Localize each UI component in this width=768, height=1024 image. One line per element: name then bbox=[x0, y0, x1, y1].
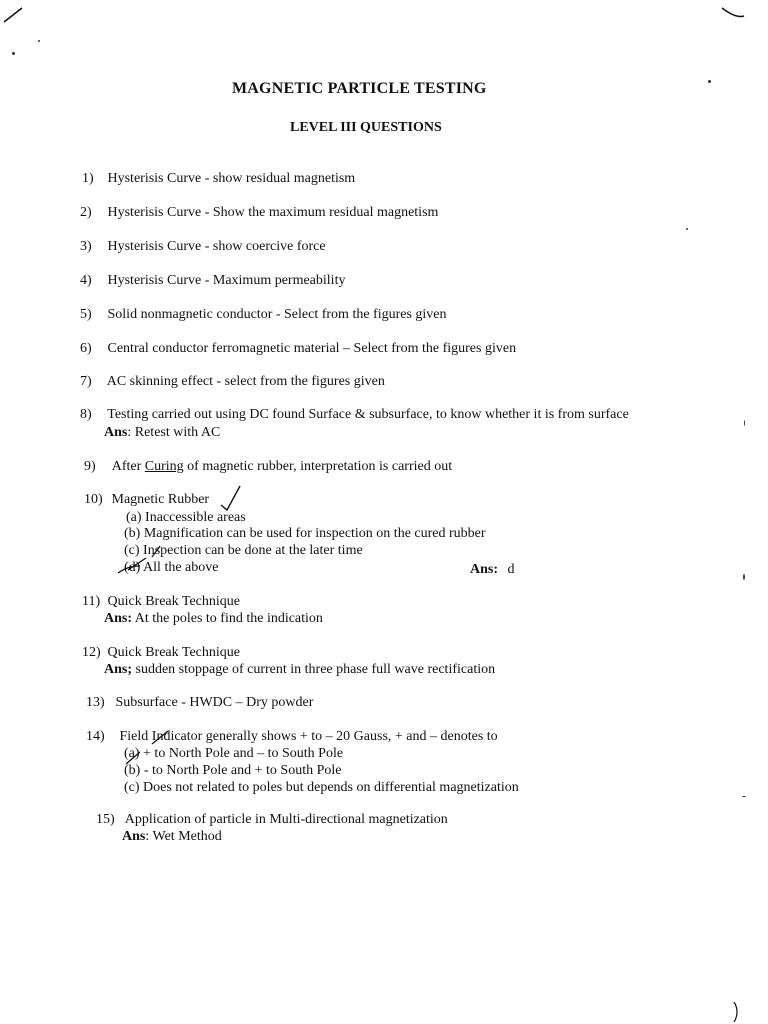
answer-label: Ans; bbox=[104, 662, 133, 677]
question-text: Testing carried out using DC found Surface & subsurface, to know whether it is from surface bbox=[107, 407, 629, 422]
scan-speck bbox=[686, 228, 688, 230]
question-number: 11) bbox=[82, 594, 101, 609]
question-number: 13) bbox=[86, 695, 105, 710]
answer-10 bbox=[470, 562, 515, 578]
question-number: 4) bbox=[80, 273, 92, 288]
option-c: (c) Does not related to poles but depends on differential magnetization bbox=[124, 780, 519, 795]
question-number: 2) bbox=[80, 205, 92, 220]
scan-speck bbox=[742, 796, 746, 797]
question-2 bbox=[80, 205, 438, 221]
question-15 bbox=[96, 812, 448, 828]
question-1 bbox=[82, 171, 355, 187]
question-number: 10) bbox=[84, 492, 103, 507]
question-text: Central conductor ferromagnetic material – Select from the figures given bbox=[107, 341, 517, 356]
question-text: Hysterisis Curve - Maximum permeability bbox=[107, 273, 346, 288]
question-6 bbox=[80, 341, 516, 357]
answer-label: Ans bbox=[122, 829, 146, 844]
question-4 bbox=[80, 273, 345, 289]
corner-pen-stroke-top-left bbox=[4, 8, 22, 22]
question-number: 3) bbox=[80, 239, 92, 254]
question-text: Quick Break Technique bbox=[107, 645, 240, 660]
answer-12 bbox=[104, 662, 495, 678]
answer-label: Ans bbox=[104, 425, 128, 440]
scan-speck bbox=[38, 40, 40, 42]
question-text-post: of magnetic rubber, interpretation is carried out bbox=[183, 459, 453, 474]
scan-speck bbox=[744, 420, 745, 426]
answer-text: At the poles to find the indication bbox=[132, 611, 323, 626]
option-a: (a) + to North Pole and – to South Pole bbox=[124, 746, 344, 761]
question-7 bbox=[80, 374, 385, 390]
question-number: 1) bbox=[82, 171, 94, 186]
answer-8 bbox=[104, 425, 220, 441]
scan-speck bbox=[12, 52, 15, 55]
answer-separator: : bbox=[127, 425, 132, 440]
answer-label: Ans: bbox=[104, 611, 133, 626]
question-text: Hysterisis Curve - show residual magnetism bbox=[107, 171, 356, 186]
page-title: MAGNETIC PARTICLE TESTING bbox=[232, 80, 487, 97]
question-number: 6) bbox=[80, 341, 92, 356]
scan-speck bbox=[743, 574, 745, 580]
question-14 bbox=[86, 729, 498, 745]
question-3 bbox=[80, 239, 326, 255]
question-text: Hysterisis Curve - Show the maximum residual magnetism bbox=[107, 205, 439, 220]
scan-speck bbox=[708, 80, 711, 83]
question-text: Field Indicator generally shows + to – 20 Gauss, + and – denotes to bbox=[119, 729, 498, 744]
question-8 bbox=[80, 407, 629, 423]
tick-mark-icon bbox=[221, 486, 240, 510]
question-number: 14) bbox=[86, 729, 105, 744]
answer-value: d bbox=[507, 562, 515, 577]
answer-text: Wet Method bbox=[149, 829, 222, 844]
question-12 bbox=[82, 645, 240, 661]
answer-separator: : bbox=[145, 829, 150, 844]
question-text: Solid nonmagnetic conductor - Select from the figures given bbox=[107, 307, 447, 322]
question-text: AC skinning effect - select from the figures given bbox=[106, 374, 385, 389]
question-number: 12) bbox=[82, 645, 101, 660]
question-text: Subsurface - HWDC – Dry powder bbox=[115, 695, 314, 710]
option-d: (d) All the above bbox=[124, 560, 219, 575]
option-b: (b) Magnification can be used for inspection on the cured rubber bbox=[124, 526, 486, 541]
question-text: Magnetic Rubber bbox=[111, 492, 210, 507]
option-c: (c) Inspection can be done at the later time bbox=[124, 543, 363, 558]
question-number: 8) bbox=[80, 407, 92, 422]
question-text: Quick Break Technique bbox=[107, 594, 240, 609]
question-text-pre: After bbox=[111, 459, 145, 474]
option-a: (a) Inaccessible areas bbox=[126, 510, 246, 525]
answer-text: Retest with AC bbox=[131, 425, 221, 440]
question-10 bbox=[84, 492, 209, 508]
question-5 bbox=[80, 307, 447, 323]
answer-11 bbox=[104, 611, 323, 627]
question-number: 5) bbox=[80, 307, 92, 322]
question-text: Application of particle in Multi-directional magnetization bbox=[124, 812, 448, 827]
option-b: (b) - to North Pole and + to South Pole bbox=[124, 763, 342, 778]
question-text: Hysterisis Curve - show coercive force bbox=[107, 239, 326, 254]
question-number: 9) bbox=[84, 459, 96, 474]
answer-text: sudden stoppage of current in three phase full wave rectification bbox=[132, 662, 496, 677]
corner-pen-stroke-bottom-right bbox=[734, 1002, 737, 1022]
question-11 bbox=[82, 594, 240, 610]
question-number: 7) bbox=[80, 374, 92, 389]
question-13 bbox=[86, 695, 313, 711]
question-9 bbox=[84, 459, 452, 475]
question-text-underlined: Curing bbox=[144, 459, 184, 474]
corner-pen-stroke-top-right bbox=[722, 8, 744, 17]
page-subtitle: LEVEL III QUESTIONS bbox=[290, 120, 442, 135]
answer-label: Ans: bbox=[470, 562, 499, 577]
question-number: 15) bbox=[96, 812, 115, 827]
answer-15 bbox=[122, 829, 222, 845]
